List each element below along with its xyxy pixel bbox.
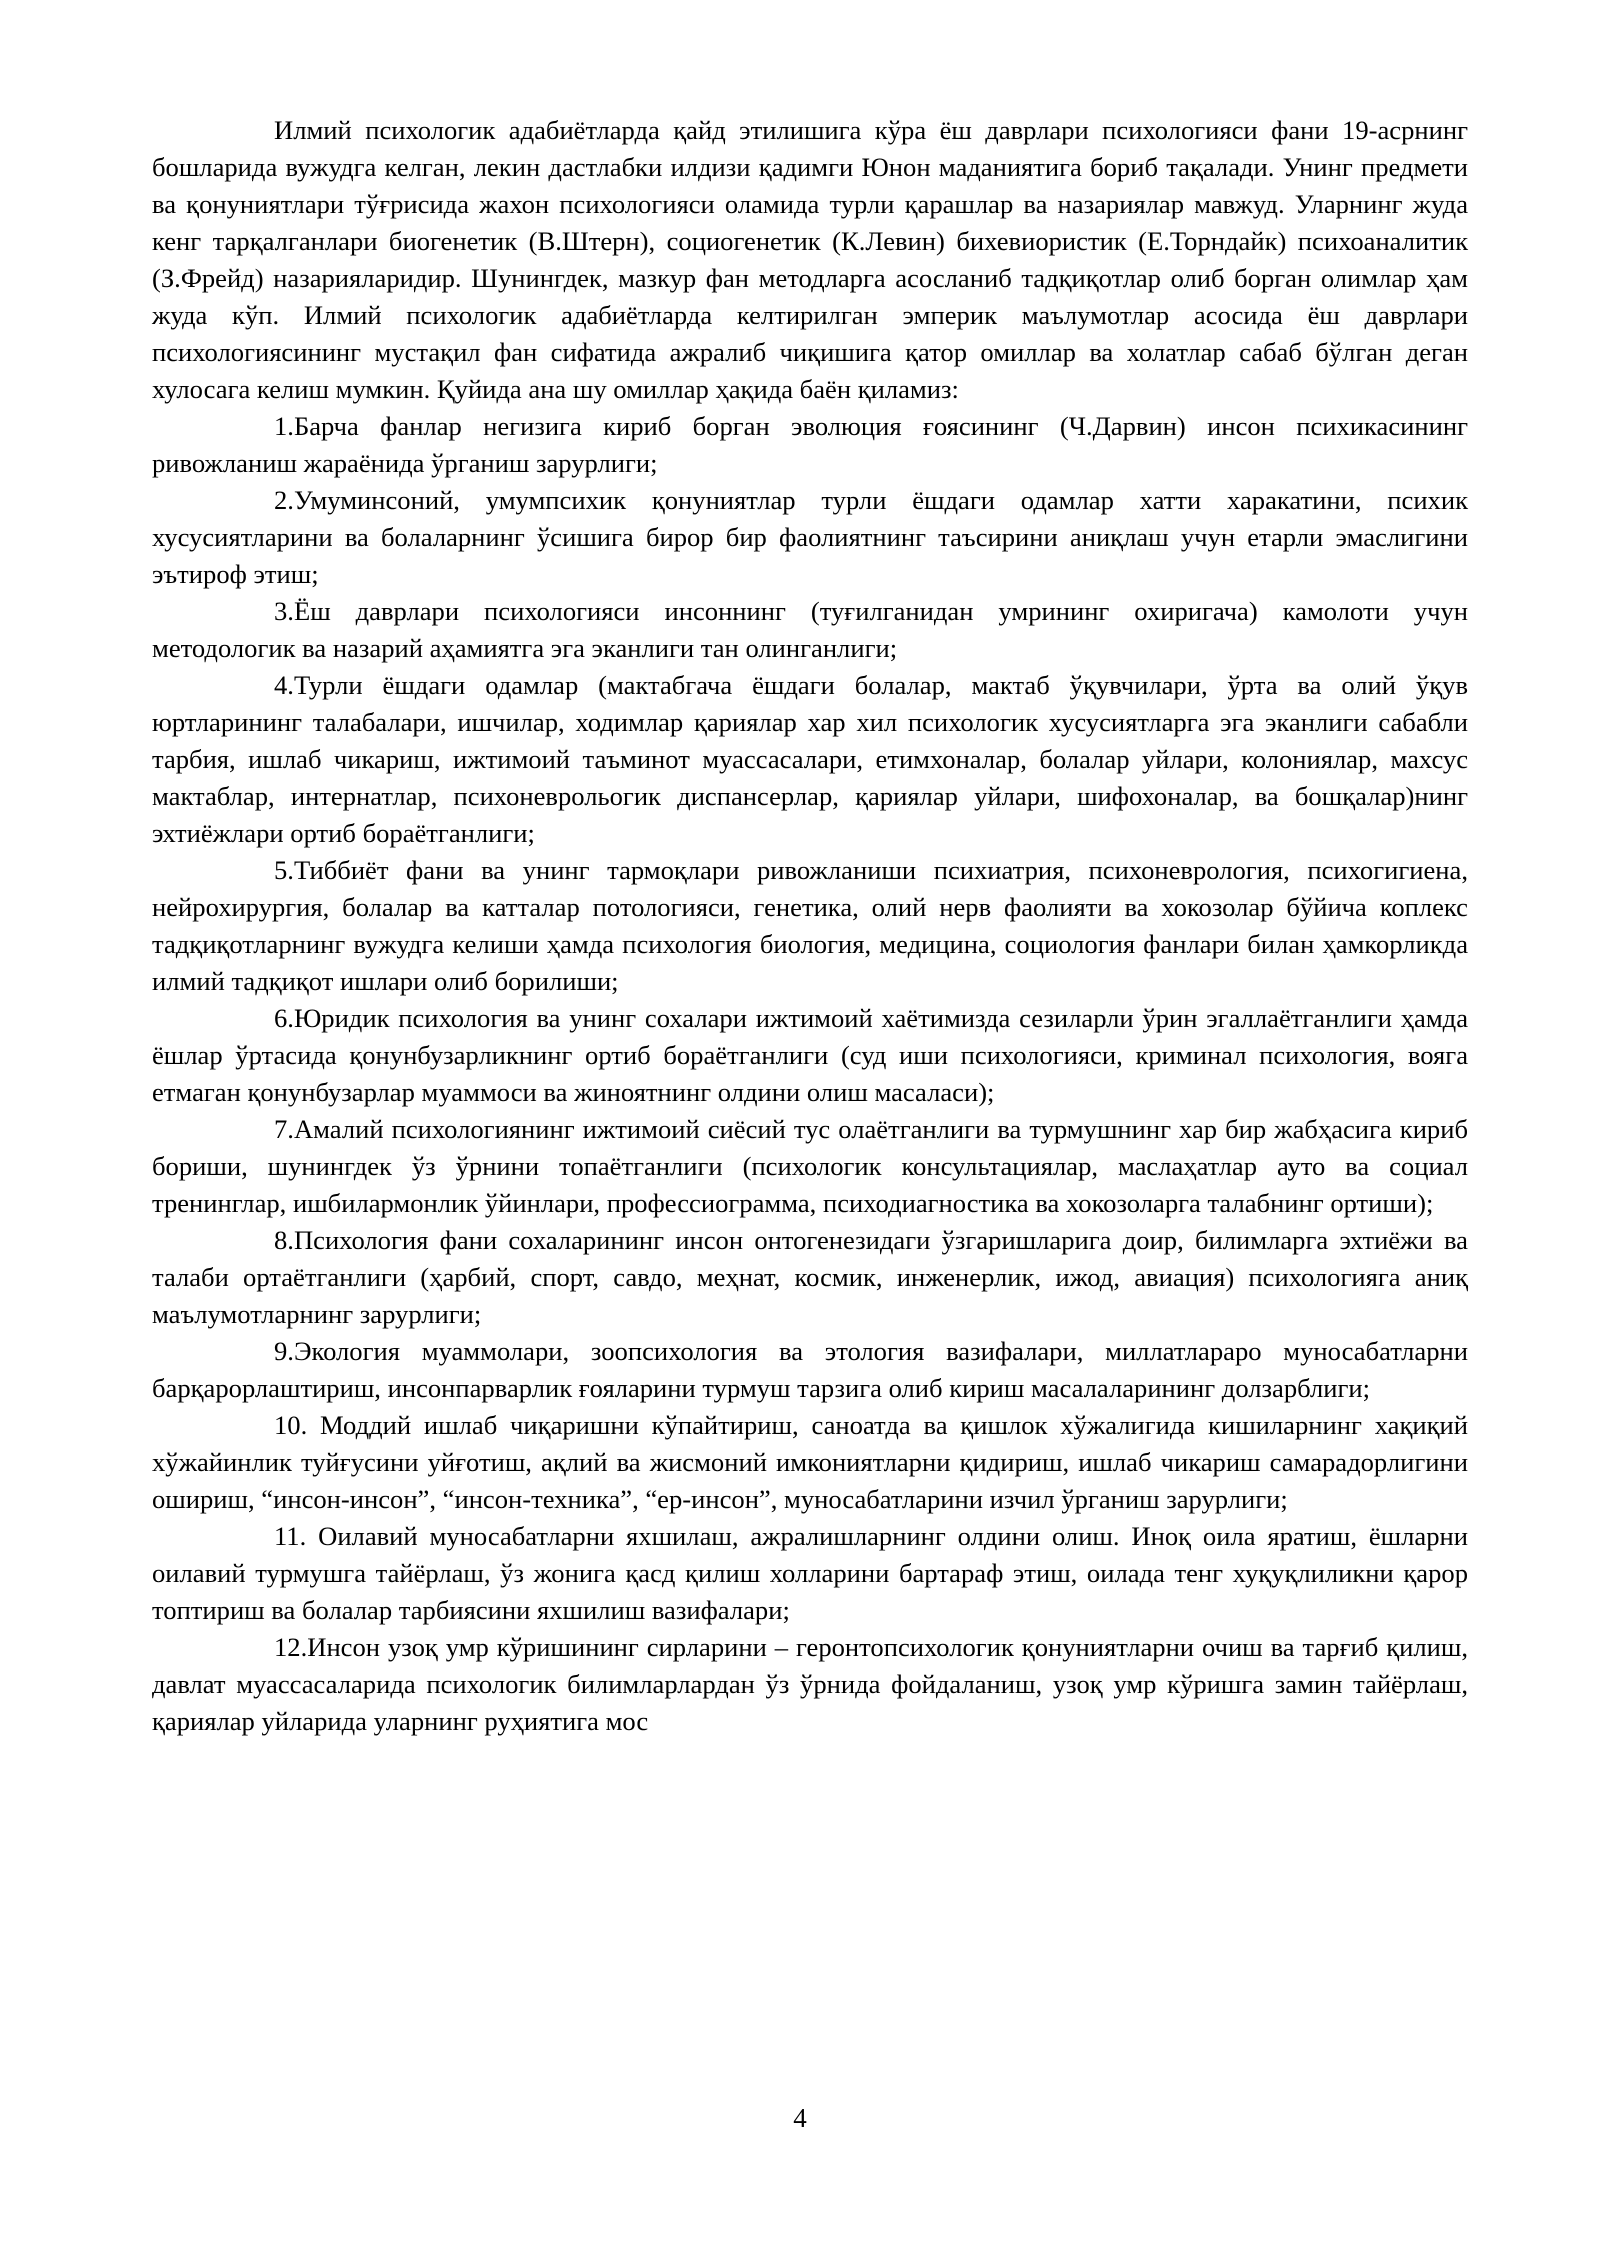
page-number: 4: [793, 2103, 807, 2133]
list-item-6: 6.Юридик психология ва унинг сохалари ижтимоий хаётимизда сезиларли ўрин эгаллаётганлиги ҳамда ёшлар ўртасида қонунбузарликнинг ортиб бораётганлиги (суд иши психологияси, криминал психология, вояга етмаган қонунбузарлар муаммоси ва жиноятнинг олдини олиш масаласи);: [152, 1003, 1468, 1107]
document-body: [152, 112, 1468, 1740]
list-item-7: 7.Амалий психологиянинг ижтимоий сиёсий тус олаётганлиги ва турмушнинг хар бир жабҳасига кириб бориши, шунингдек ўз ўрнини топаётганлиги (психологик консультациялар, маслаҳатлар ауто ва социал тренинглар, ишбилармонлик ўйинлари, профессиограмма, психодиагностика ва хокозоларга талабнинг ортиши);: [152, 1114, 1468, 1218]
list-item-11: 11. Оилавий муносабатларни яхшилаш, ажралишларнинг олдини олиш. Иноқ оила яратиш, ёшларни оилавий турмушга тайёрлаш, ўз жонига қасд қилиш холларини бартараф этиш, оилада тенг хуқуқлиликни қарор топтириш ва болалар тарбиясини яхшилиш вазифалари;: [152, 1521, 1468, 1625]
list-item-5: 5.Тиббиёт фани ва унинг тармоқлари ривожланиши психиатрия, психоневрология, психогигиена, нейрохирургия, болалар ва катталар потологияси, генетика, олий нерв фаолияти ва хокозолар бўйича коплекс тадқиқотларнинг вужудга келиши ҳамда психология биология, медицина, социология фанлари билан ҳамкорликда илмий тадқиқот ишлари олиб борилиши;: [152, 855, 1468, 996]
intro-paragraph: Илмий психологик адабиётларда қайд этилишига кўра ёш даврлари психологияси фани 19-асрнинг бошларида вужудга келган, лекин дастлабки илдизи қадимги Юнон маданиятига бориб тақалади. Унинг предмети ва қонуниятлари тўғрисида жахон психологияси оламида турли қарашлар ва назариялар мавжуд. Уларнинг жуда кенг тарқалганлари биогенетик (В.Штерн), социогенетик (К.Левин) бихевиористик (Е.Торндайк) психоаналитик (З.Фрейд) назарияларидир. Шунингдек, мазкур фан методларга асосланиб тадқиқотлар олиб борган олимлар ҳам жуда кўп. Илмий психологик адабиётларда келтирилган эмперик маълумотлар асосида ёш даврлари психологиясининг мустақил фан сифатида ажралиб чиқишига қатор омиллар ва холатлар сабаб бўлган деган хулосага келиш мумкин. Қуйида ана шу омиллар ҳақида баён қиламиз:: [152, 115, 1468, 404]
list-item-12: 12.Инсон узоқ умр кўришининг сирларини – геронтопсихологик қонуниятларни очиш ва тарғиб қилиш, давлат муассасаларида психологик билимларлардан ўз ўрнида фойдаланиш, узоқ умр кўришга замин тайёрлаш, қариялар уйларида уларнинг руҳиятига мос: [152, 1632, 1468, 1736]
list-item-4: 4.Турли ёшдаги одамлар (мактабгача ёшдаги болалар, мактаб ўқувчилари, ўрта ва олий ўқув юртларининг талабалари, ишчилар, ходимлар қариялар хар хил психологик хусусиятларга эга эканлиги сабабли тарбия, ишлаб чикариш, ижтимоий таъминот муассасалари, етимхоналар, болалар уйлари, колониялар, махсус мактаблар, интернатлар, психоневрольогик диспансерлар, қариялар уйлари, шифохоналар, ва бошқалар)нинг эхтиёжлари ортиб бораётганлиги;: [152, 670, 1468, 848]
list-item-10: 10. Моддий ишлаб чиқаришни кўпайтириш, саноатда ва қишлок хўжалигида кишиларнинг хақиқий хўжайинлик туйғусини уйғотиш, ақлий ва жисмоний имкониятларни қидириш, ишлаб чикариш самарадорлигини ошириш, “инсон-инсон”, “инсон-техника”, “ер-инсон”, муносабатларини изчил ўрганиш зарурлиги;: [152, 1410, 1468, 1514]
list-item-8: 8.Психология фани сохаларининг инсон онтогенезидаги ўзгаришларига доир, билимларга эхтиёжи ва талаби ортаётганлиги (ҳарбий, спорт, савдо, меҳнат, космик, инженерлик, ижод, авиация) психологияга аниқ маълумотларнинг зарурлиги;: [152, 1225, 1468, 1329]
list-item-9: 9.Экология муаммолари, зоопсихология ва этология вазифалари, миллатлараро муносабатларни барқарорлаштириш, инсонпарварлик ғояларини турмуш тарзига олиб кириш масалаларининг долзарблиги;: [152, 1336, 1468, 1403]
list-item-1: 1.Барча фанлар негизига кириб борган эволюция ғоясининг (Ч.Дарвин) инсон психикасининг ривожланиш жараёнида ўрганиш зарурлиги;: [152, 411, 1468, 478]
list-item-3: 3.Ёш даврлари психологияси инсоннинг (туғилганидан умрининг охиригача) камолоти учун методологик ва назарий аҳамиятга эга эканлиги тан олинганлиги;: [152, 596, 1468, 663]
list-item-2: 2.Умуминсоний, умумпсихик қонуниятлар турли ёшдаги одамлар хатти харакатини, психик хусусиятларини ва болаларнинг ўсишига бирор бир фаолиятнинг таъсирини аниқлаш учун етарли эмаслигини эътироф этиш;: [152, 485, 1468, 589]
